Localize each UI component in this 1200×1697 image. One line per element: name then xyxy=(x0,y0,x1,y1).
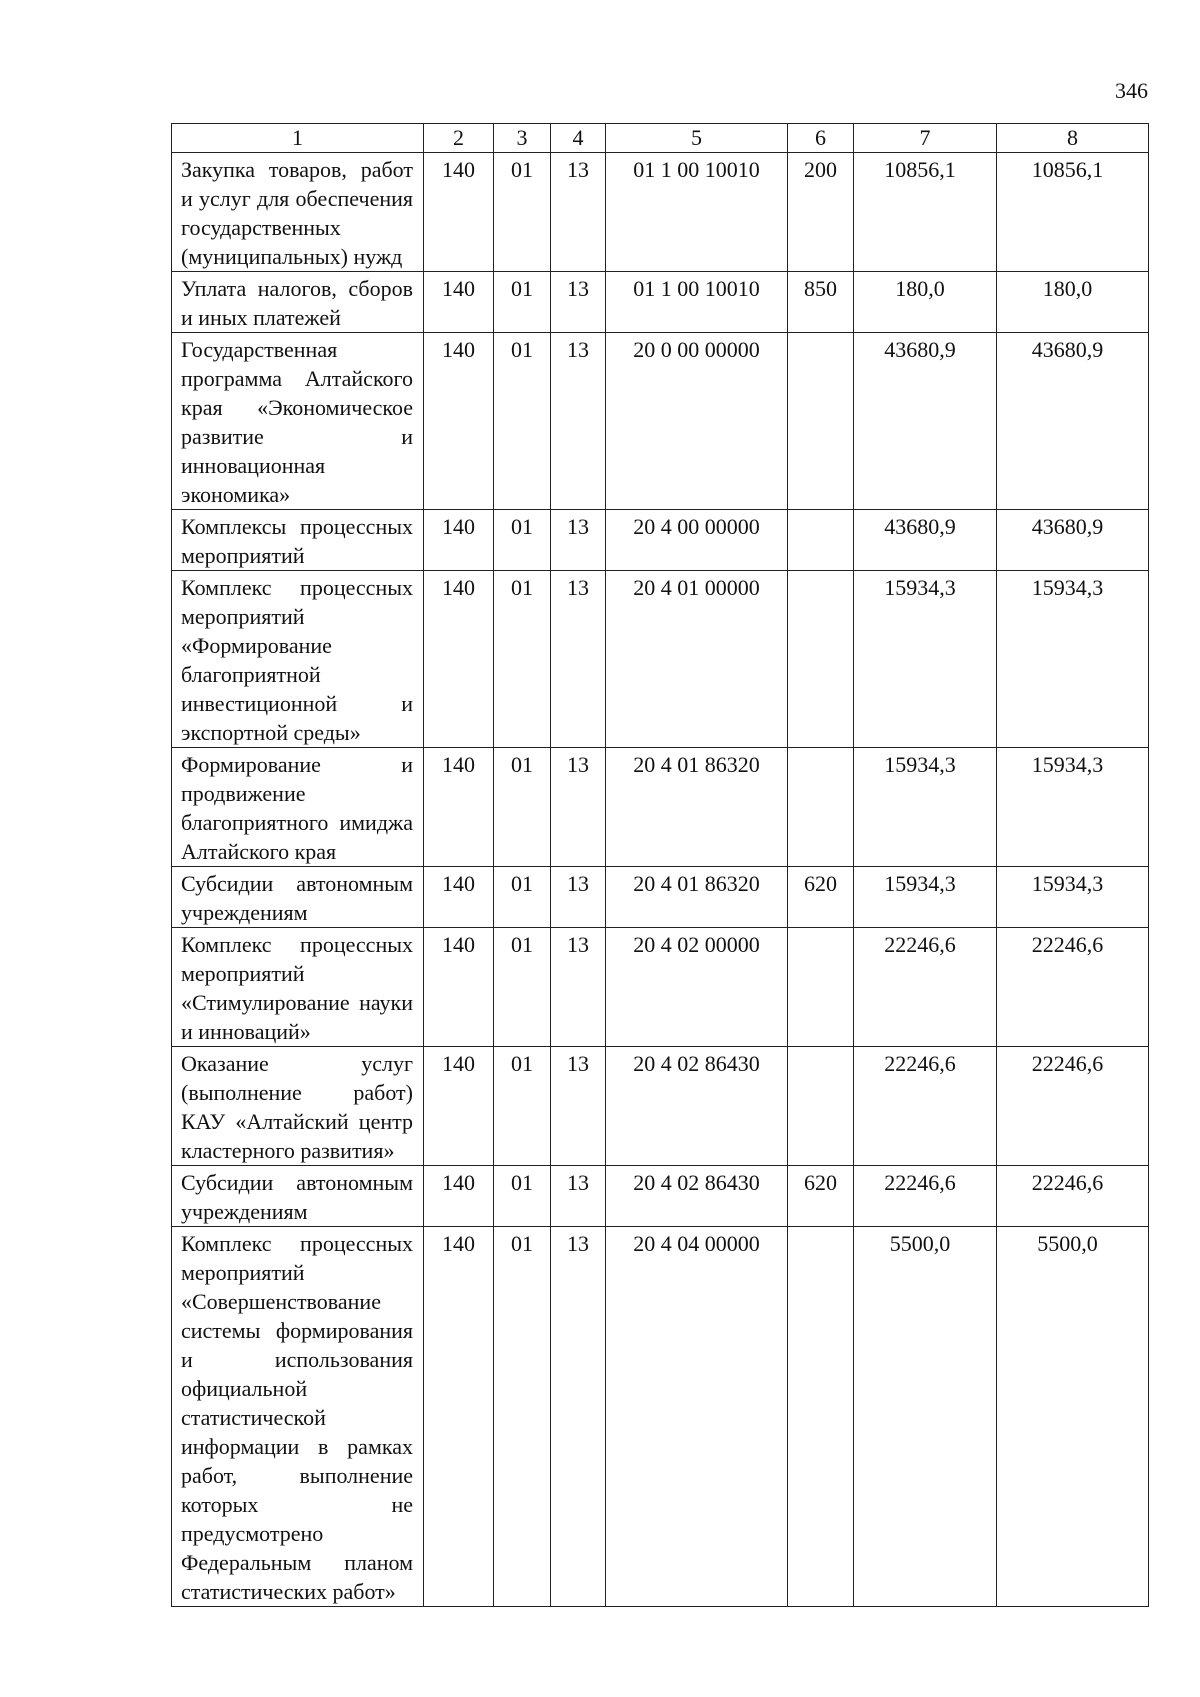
section-code: 01 xyxy=(494,272,551,333)
amount-col-7: 43680,9 xyxy=(854,510,997,571)
section-code: 01 xyxy=(494,928,551,1047)
row-name: Субсидии автономным учреждениям xyxy=(172,1166,424,1227)
table-row xyxy=(172,867,1149,928)
column-header-7: 7 xyxy=(854,124,997,153)
row-name: Закупка товаров, работ и услуг для обеспечения государственных (муниципальных) нужд xyxy=(172,153,424,272)
section-code: 01 xyxy=(494,571,551,748)
ministry-code: 140 xyxy=(424,272,494,333)
row-name: Комплексы процессных мероприятий xyxy=(172,510,424,571)
amount-col-7: 22246,6 xyxy=(854,928,997,1047)
amount-col-7: 43680,9 xyxy=(854,333,997,510)
page-number: 346 xyxy=(1115,78,1148,103)
table-row xyxy=(172,928,1149,1047)
section-code: 01 xyxy=(494,867,551,928)
target-article-code: 20 0 00 00000 xyxy=(606,333,788,510)
amount-col-8: 43680,9 xyxy=(997,333,1149,510)
subsection-code: 13 xyxy=(551,153,606,272)
ministry-code: 140 xyxy=(424,571,494,748)
target-article-code: 20 4 02 00000 xyxy=(606,928,788,1047)
column-header-6: 6 xyxy=(788,124,854,153)
expense-type-code xyxy=(788,333,854,510)
subsection-code: 13 xyxy=(551,510,606,571)
amount-col-8: 15934,3 xyxy=(997,571,1149,748)
amount-col-8: 10856,1 xyxy=(997,153,1149,272)
table-row xyxy=(172,571,1149,748)
section-code: 01 xyxy=(494,1227,551,1607)
ministry-code: 140 xyxy=(424,333,494,510)
ministry-code: 140 xyxy=(424,1047,494,1166)
row-name: Государственная программа Алтайского края «Экономическое развитие и инновационная экономика» xyxy=(172,333,424,510)
amount-col-8: 22246,6 xyxy=(997,1166,1149,1227)
target-article-code: 20 4 01 86320 xyxy=(606,867,788,928)
row-name: Комплекс процессных мероприятий «Стимулирование науки и инноваций» xyxy=(172,928,424,1047)
ministry-code: 140 xyxy=(424,1227,494,1607)
target-article-code: 20 4 02 86430 xyxy=(606,1166,788,1227)
table-header xyxy=(172,124,1149,153)
target-article-code: 20 4 04 00000 xyxy=(606,1227,788,1607)
ministry-code: 140 xyxy=(424,867,494,928)
subsection-code: 13 xyxy=(551,748,606,867)
row-name: Оказание услуг (выполнение работ) КАУ «Алтайский центр кластерного развития» xyxy=(172,1047,424,1166)
expense-type-code xyxy=(788,1227,854,1607)
subsection-code: 13 xyxy=(551,1047,606,1166)
amount-col-8: 43680,9 xyxy=(997,510,1149,571)
row-name: Комплекс процессных мероприятий «Формирование благоприятной инвестиционной и экспортной среды» xyxy=(172,571,424,748)
section-code: 01 xyxy=(494,1166,551,1227)
amount-col-7: 22246,6 xyxy=(854,1047,997,1166)
ministry-code: 140 xyxy=(424,928,494,1047)
section-code: 01 xyxy=(494,510,551,571)
expense-type-code: 850 xyxy=(788,272,854,333)
target-article-code: 20 4 00 00000 xyxy=(606,510,788,571)
amount-col-8: 15934,3 xyxy=(997,867,1149,928)
column-header-5: 5 xyxy=(606,124,788,153)
expense-type-code: 200 xyxy=(788,153,854,272)
expense-type-code xyxy=(788,571,854,748)
amount-col-8: 22246,6 xyxy=(997,1047,1149,1166)
ministry-code: 140 xyxy=(424,1166,494,1227)
amount-col-7: 5500,0 xyxy=(854,1227,997,1607)
amount-col-8: 22246,6 xyxy=(997,928,1149,1047)
subsection-code: 13 xyxy=(551,333,606,510)
table-row xyxy=(172,333,1149,510)
amount-col-8: 15934,3 xyxy=(997,748,1149,867)
amount-col-7: 15934,3 xyxy=(854,867,997,928)
target-article-code: 20 4 01 00000 xyxy=(606,571,788,748)
row-name: Уплата налогов, сборов и иных платежей xyxy=(172,272,424,333)
column-header-1: 1 xyxy=(172,124,424,153)
subsection-code: 13 xyxy=(551,272,606,333)
ministry-code: 140 xyxy=(424,510,494,571)
target-article-code: 20 4 01 86320 xyxy=(606,748,788,867)
amount-col-8: 5500,0 xyxy=(997,1227,1149,1607)
amount-col-7: 10856,1 xyxy=(854,153,997,272)
expense-type-code: 620 xyxy=(788,867,854,928)
table-row xyxy=(172,1227,1149,1607)
row-name: Комплекс процессных мероприятий «Совершенствование системы формирования и использования официальной статистической информации в рамках работ, выполнение которых не предусмотрено Федеральным планом статистических работ» xyxy=(172,1227,424,1607)
subsection-code: 13 xyxy=(551,1227,606,1607)
table-row xyxy=(172,272,1149,333)
subsection-code: 13 xyxy=(551,928,606,1047)
row-name: Формирование и продвижение благоприятного имиджа Алтайского края xyxy=(172,748,424,867)
expense-type-code: 620 xyxy=(788,1166,854,1227)
target-article-code: 20 4 02 86430 xyxy=(606,1047,788,1166)
ministry-code: 140 xyxy=(424,748,494,867)
target-article-code: 01 1 00 10010 xyxy=(606,153,788,272)
column-header-3: 3 xyxy=(494,124,551,153)
table-body xyxy=(172,153,1149,1607)
section-code: 01 xyxy=(494,153,551,272)
section-code: 01 xyxy=(494,1047,551,1166)
table-row xyxy=(172,510,1149,571)
expense-type-code xyxy=(788,748,854,867)
target-article-code: 01 1 00 10010 xyxy=(606,272,788,333)
column-header-4: 4 xyxy=(551,124,606,153)
header-row xyxy=(172,124,1149,153)
budget-table xyxy=(171,123,1149,1607)
expense-type-code xyxy=(788,510,854,571)
row-name: Субсидии автономным учреждениям xyxy=(172,867,424,928)
amount-col-7: 180,0 xyxy=(854,272,997,333)
amount-col-8: 180,0 xyxy=(997,272,1149,333)
table-row xyxy=(172,748,1149,867)
expense-type-code xyxy=(788,1047,854,1166)
subsection-code: 13 xyxy=(551,571,606,748)
column-header-8: 8 xyxy=(997,124,1149,153)
table-row xyxy=(172,1047,1149,1166)
section-code: 01 xyxy=(494,748,551,867)
table-row xyxy=(172,1166,1149,1227)
subsection-code: 13 xyxy=(551,1166,606,1227)
ministry-code: 140 xyxy=(424,153,494,272)
column-header-2: 2 xyxy=(424,124,494,153)
amount-col-7: 15934,3 xyxy=(854,571,997,748)
subsection-code: 13 xyxy=(551,867,606,928)
amount-col-7: 22246,6 xyxy=(854,1166,997,1227)
table-row xyxy=(172,153,1149,272)
amount-col-7: 15934,3 xyxy=(854,748,997,867)
expense-type-code xyxy=(788,928,854,1047)
section-code: 01 xyxy=(494,333,551,510)
